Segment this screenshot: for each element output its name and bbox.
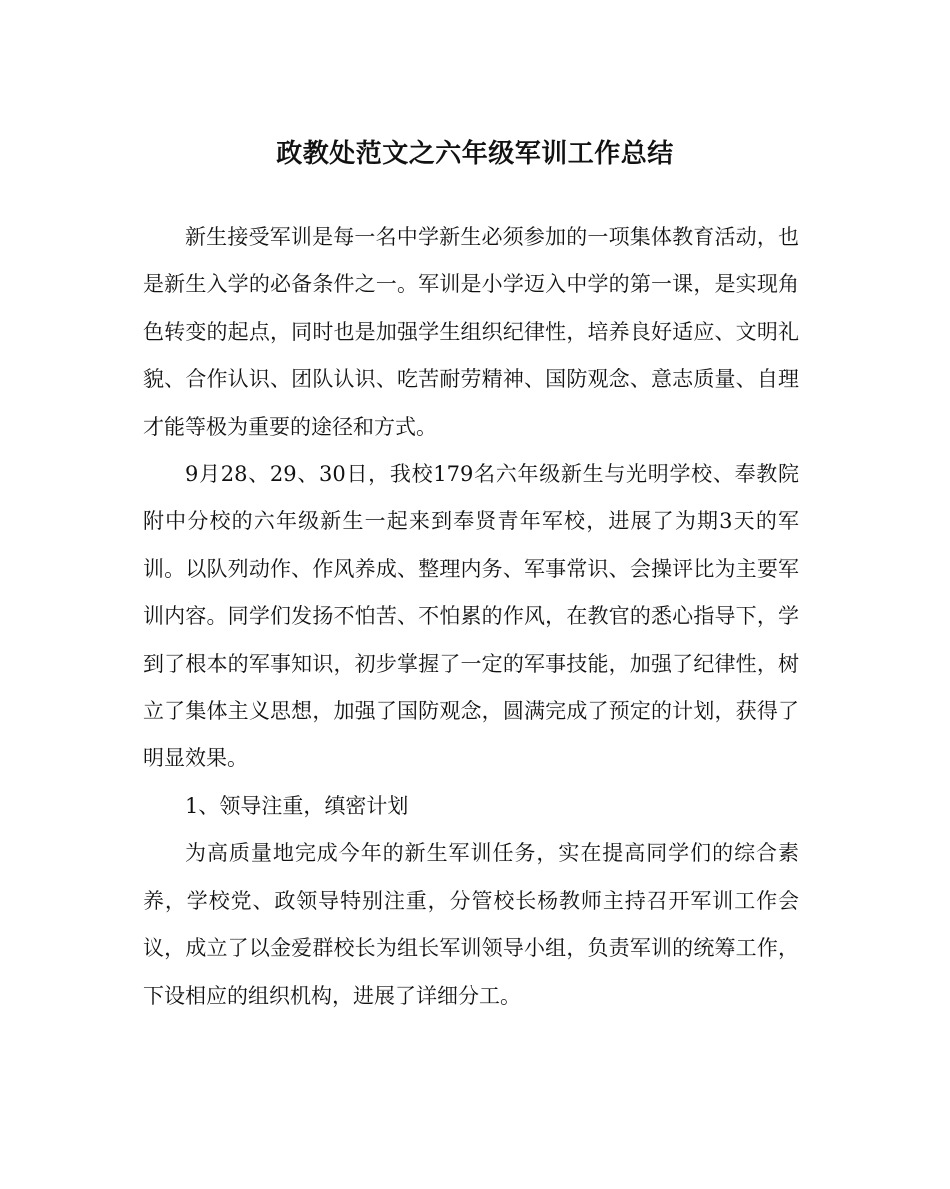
paragraph-intro: 新生接受军训是每一名中学新生必须参加的一项集体教育活动，也是新生入学的必备条件之一。军训是小学迈入中学的第一课，是实现角色转变的起点，同时也是加强学生组织纪律性，培养良好适应、文明礼貌、合作认识、团队认识、吃苦耐劳精神、国防观念、意志质量、自理才能等极为重要的途径和方式。 <box>143 225 799 439</box>
paragraph-training-summary: 9月28、29、30日，我校179名六年级新生与光明学校、奉教院附中分校的六年级新生一起来到奉贤青年军校，进展了为期3天的军训。以队列动作、作风养成、整理内务、军事常识、会操评比为主要军训内容。同学们发扬不怕苦、不怕累的作风，在教官的悉心指导下，学到了根本的军事知识，初步掌握了一定的军事技能，加强了纪律性，树立了集体主义思想，加强了国防观念，圆满完成了预定的计划，获得了明显效果。 <box>143 462 799 771</box>
section-heading-1: 1、领导注重，缜密计划 <box>185 793 409 818</box>
paragraph-leadership: 为高质量地完成今年的新生军训任务，实在提高同学们的综合素养，学校党、政领导特别注重，分管校长杨教师主持召开军训工作会议，成立了以金爱群校长为组长军训领导小组，负责军训的统筹工作，下设相应的组织机构，进展了详细分工。 <box>143 841 799 1008</box>
document-title: 政教处范文之六年级军训工作总结 <box>276 139 674 169</box>
document-body <box>143 214 799 1020</box>
